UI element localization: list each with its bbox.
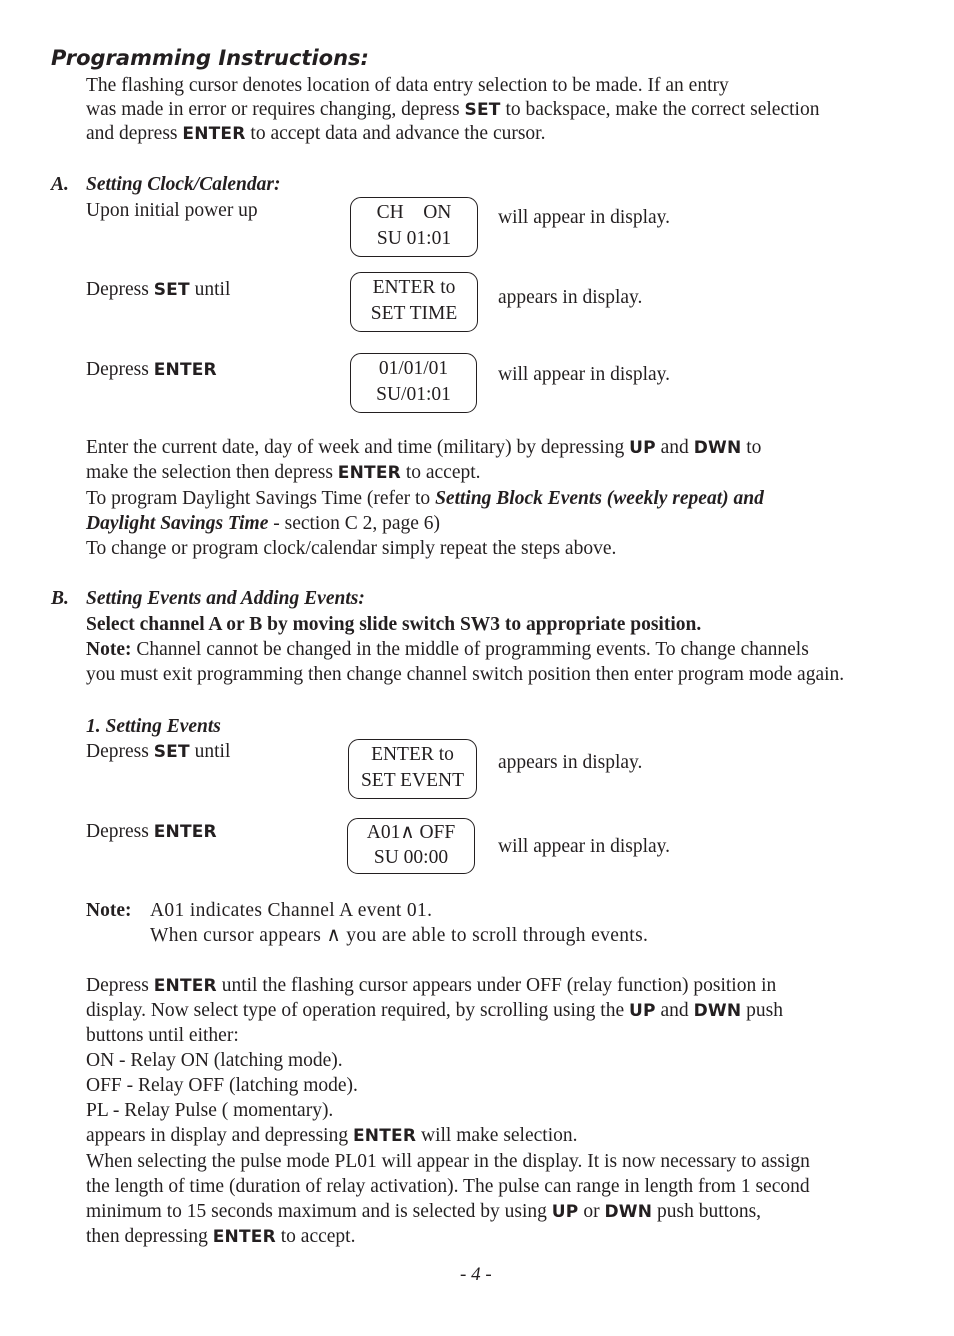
step-a3-suffix: will appear in display. xyxy=(498,364,671,385)
option-off: OFF - Relay OFF (latching mode). xyxy=(86,1075,358,1096)
section-b-bold-instruction: Select channel A or B by moving slide switch SW3 to appropriate position. xyxy=(86,614,702,635)
para-q11: then depressing ENTER to accept. xyxy=(86,1226,356,1247)
option-pl: PL - Relay Pulse ( momentary). xyxy=(86,1100,334,1121)
enter-key-label: ENTER xyxy=(153,822,217,842)
enter-key-label: ENTER xyxy=(182,124,246,144)
step-b1-suffix: appears in display. xyxy=(498,752,643,773)
step-a1-label: Upon initial power up xyxy=(86,200,258,221)
para-q7: appears in display and depressing ENTER will make selection. xyxy=(86,1125,578,1146)
para-q1: Depress ENTER until the flashing cursor appears under OFF (relay function) position in xyxy=(86,975,777,996)
lcd-display-a01-off: A01∧ OFF SU 00:00 xyxy=(347,818,475,874)
step-b1-label: Depress SET until xyxy=(86,741,231,762)
lcd-display-ch-on: CH ON SU 01:01 xyxy=(350,197,478,257)
para-q2: display. Now select type of operation required, by scrolling using the UP and DWN push xyxy=(86,1000,783,1021)
para-q10: minimum to 15 seconds maximum and is selected by using UP or DWN push buttons, xyxy=(86,1201,762,1222)
para-q9: the length of time (duration of relay activation). The pulse can range in length from 1 second xyxy=(86,1176,810,1197)
set-key-label: SET xyxy=(464,100,501,120)
note-2-line-2: When cursor appears ∧ you are able to scroll through events. xyxy=(150,925,649,946)
para-q3: buttons until either: xyxy=(86,1025,239,1046)
step-a1-suffix: will appear in display. xyxy=(498,207,671,228)
option-on: ON - Relay ON (latching mode). xyxy=(86,1050,343,1071)
section-b-heading: Setting Events and Adding Events: xyxy=(86,588,365,609)
section-a-para-3: To program Daylight Savings Time (refer to Setting Block Events (weekly repeat) and xyxy=(86,488,764,509)
section-a-para-2: make the selection then depress ENTER to accept. xyxy=(86,462,481,483)
section-b-note-1: Note: Channel cannot be changed in the middle of programming events. To change channels xyxy=(86,639,809,660)
sub-heading-setting-events: 1. Setting Events xyxy=(86,716,221,737)
intro-line-3: and depress ENTER to accept data and advance the cursor. xyxy=(86,123,546,144)
section-b-letter: B. xyxy=(51,588,69,609)
note-2-line-1: A01 indicates Channel A event 01. xyxy=(150,900,433,921)
step-a2-suffix: appears in display. xyxy=(498,287,643,308)
section-b-note-2: you must exit programming then change channel switch position then enter program mode again. xyxy=(86,664,845,685)
section-a-para-5: To change or program clock/calendar simply repeat the steps above. xyxy=(86,538,617,559)
para-q8: When selecting the pulse mode PL01 will appear in the display. It is now necessary to assign xyxy=(86,1151,810,1172)
step-b2-suffix: will appear in display. xyxy=(498,836,671,857)
set-key-label: SET xyxy=(153,280,190,300)
page-title: Programming Instructions: xyxy=(51,46,369,70)
enter-key-label: ENTER xyxy=(153,360,217,380)
lcd-display-date: 01/01/01 SU/01:01 xyxy=(350,353,477,413)
step-a2-label: Depress SET until xyxy=(86,279,231,300)
page-number: - 4 - xyxy=(460,1264,492,1285)
section-a-heading: Setting Clock/Calendar: xyxy=(86,174,281,195)
section-a-letter: A. xyxy=(51,174,69,195)
set-key-label: SET xyxy=(153,742,190,762)
section-a-para-1: Enter the current date, day of week and time (military) by depressing UP and DWN to xyxy=(86,437,762,458)
note-2-label: Note: xyxy=(86,900,132,921)
lcd-display-set-time: ENTER to SET TIME xyxy=(350,272,478,332)
step-a3-label: Depress ENTER xyxy=(86,359,217,380)
step-b2-label: Depress ENTER xyxy=(86,821,217,842)
section-a-para-4: Daylight Savings Time - section C 2, page 6) xyxy=(86,513,441,534)
intro-line-2: was made in error or requires changing, depress SET to backspace, make the correct selection xyxy=(86,99,820,120)
intro-line-1: The flashing cursor denotes location of data entry selection to be made. If an entry xyxy=(86,75,729,96)
lcd-display-set-event: ENTER to SET EVENT xyxy=(348,739,477,799)
